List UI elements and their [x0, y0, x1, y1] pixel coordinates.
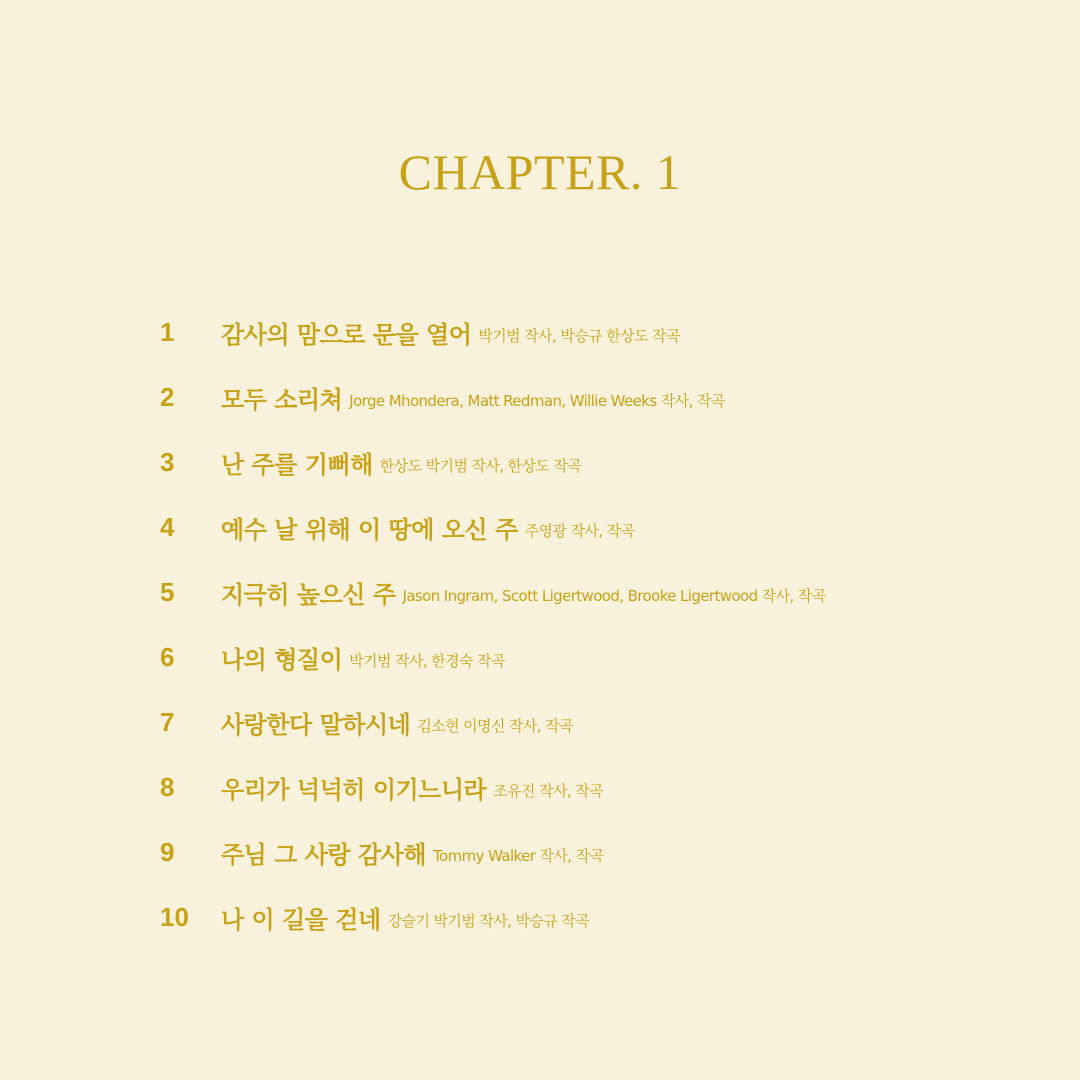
track-title: 지극히 높으신 주 [221, 581, 396, 609]
track-title: 나 이 길을 걷네 [221, 906, 381, 934]
track-number: 1 [160, 317, 175, 347]
track-title: 주님 그 사랑 감사해 [221, 841, 427, 869]
track-credit: Jason Ingram, Scott Ligertwood, Brooke Ligertwood 작사, 작곡 [402, 587, 826, 605]
track-row [160, 690, 1040, 755]
track-title: 예수 날 위해 이 땅에 오신 주 [221, 516, 518, 544]
track-title: 난 주를 기뻐해 [221, 451, 373, 479]
track-number: 10 [160, 902, 189, 932]
track-title: 감사의 맘으로 문을 열어 [221, 321, 472, 349]
track-number: 3 [160, 447, 175, 477]
track-number: 6 [160, 642, 175, 672]
track-number: 7 [160, 707, 175, 737]
track-title: 사랑한다 말하시네 [221, 711, 411, 739]
track-number: 9 [160, 837, 175, 867]
track-row [160, 495, 1040, 560]
track-number: 2 [160, 382, 175, 412]
track-row [160, 430, 1040, 495]
track-title: 우리가 넉넉히 이기느니라 [221, 776, 487, 804]
track-credit: 강슬기 박기범 작사, 박승규 작곡 [387, 912, 590, 930]
track-row [160, 755, 1040, 820]
track-row [160, 625, 1040, 690]
track-credit: Jorge Mhondera, Matt Redman, Willie Weeks 작사, 작곡 [349, 392, 725, 410]
track-credit: Tommy Walker 작사, 작곡 [433, 847, 604, 865]
track-credit: 박기범 작사, 한경숙 작곡 [349, 652, 505, 670]
track-row [160, 820, 1040, 885]
track-credit: 김소현 이명신 작사, 작곡 [417, 717, 573, 735]
track-credit: 박기범 작사, 박승규 한상도 작곡 [478, 327, 680, 345]
track-number: 8 [160, 772, 175, 802]
track-title: 나의 형질이 [221, 646, 343, 674]
track-number: 4 [160, 512, 175, 542]
track-row [160, 365, 1040, 430]
track-number: 5 [160, 577, 175, 607]
track-list [160, 300, 1040, 950]
track-row [160, 885, 1040, 950]
track-credit: 조유진 작사, 작곡 [493, 782, 603, 800]
track-row [160, 560, 1040, 625]
track-row [160, 300, 1040, 365]
chapter-title: CHAPTER. 1 [398, 144, 682, 200]
track-title: 모두 소리쳐 [221, 386, 343, 414]
track-credit: 주영광 작사, 작곡 [524, 522, 635, 540]
track-credit: 한상도 박기범 작사, 한상도 작곡 [379, 457, 582, 475]
